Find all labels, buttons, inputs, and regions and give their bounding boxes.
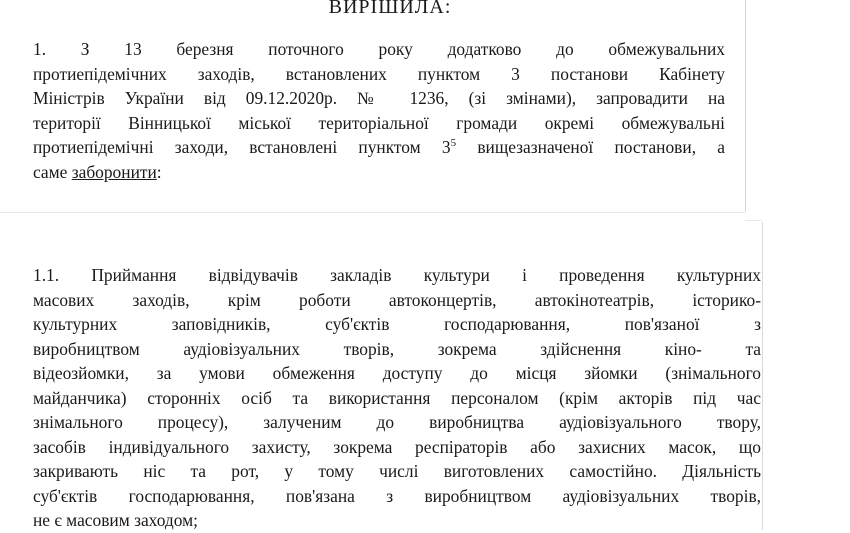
text-line: закривають ніс та рот, у тому числі виготовлених самостійно. Діяльність xyxy=(33,461,761,481)
text-line: Міністрів України від 09.12.2020р. № 1236, (зі змінами), запровадити на xyxy=(33,88,725,108)
text-line: відеозйомки, за умови обмеження доступу до місця зйомки (знімального xyxy=(33,363,761,383)
scan-seam xyxy=(745,220,762,221)
text-line: засобів індивідуального захисту, зокрема респіраторів або захисних масок, що xyxy=(33,436,761,457)
text-line: культурних заповідників, суб'єктів господарювання, пов'язаної з xyxy=(33,314,761,334)
scan-edge-line xyxy=(762,222,763,530)
text-fragment: : xyxy=(156,161,162,182)
text-line xyxy=(33,160,725,185)
text-line: 1.1. Приймання відвідувачів закладів культури і проведення культурних xyxy=(33,265,761,285)
underlined-word: заборонити xyxy=(71,161,157,182)
scan-seam xyxy=(0,212,745,213)
superscript: 5 xyxy=(450,137,457,150)
text-line: не є масовим заходом; xyxy=(33,510,198,530)
scan-edge-line xyxy=(745,0,746,212)
decision-heading: ВИРІШИЛА: xyxy=(328,0,452,18)
text-fragment: протиепідемічні заходи, встановлені пунктом 3 xyxy=(33,137,451,157)
text-fragment: саме xyxy=(33,161,72,182)
text-line: масових заходів, крім роботи автоконцертів, автокінотеатрів, історико- xyxy=(33,289,761,310)
item-1-paragraph xyxy=(33,37,725,184)
text-line: виробництвом аудіовізуальних творів, зокрема здійснення кіно- та xyxy=(33,338,761,359)
text-fragment: вищезазначеної постанови, а xyxy=(456,137,725,157)
text-line xyxy=(33,135,725,160)
text-line: знімального процесу), залученим до виробництва аудіовізуального твору, xyxy=(33,412,761,432)
text-line: майданчика) сторонніх осіб та використання персоналом (крім акторів під час xyxy=(33,387,761,408)
item-1-1-paragraph xyxy=(33,263,761,533)
text-line: території Вінницької міської територіальної громади окремі обмежувальні xyxy=(33,112,725,133)
text-line: 1. З 13 березня поточного року додатково до обмежувальних xyxy=(33,39,725,59)
text-line: суб'єктів господарювання, пов'язана з виробництвом аудіовізуальних творів, xyxy=(33,485,761,506)
text-line: протиепідемічних заходів, встановлених пунктом 3 постанови Кабінету xyxy=(33,63,725,84)
